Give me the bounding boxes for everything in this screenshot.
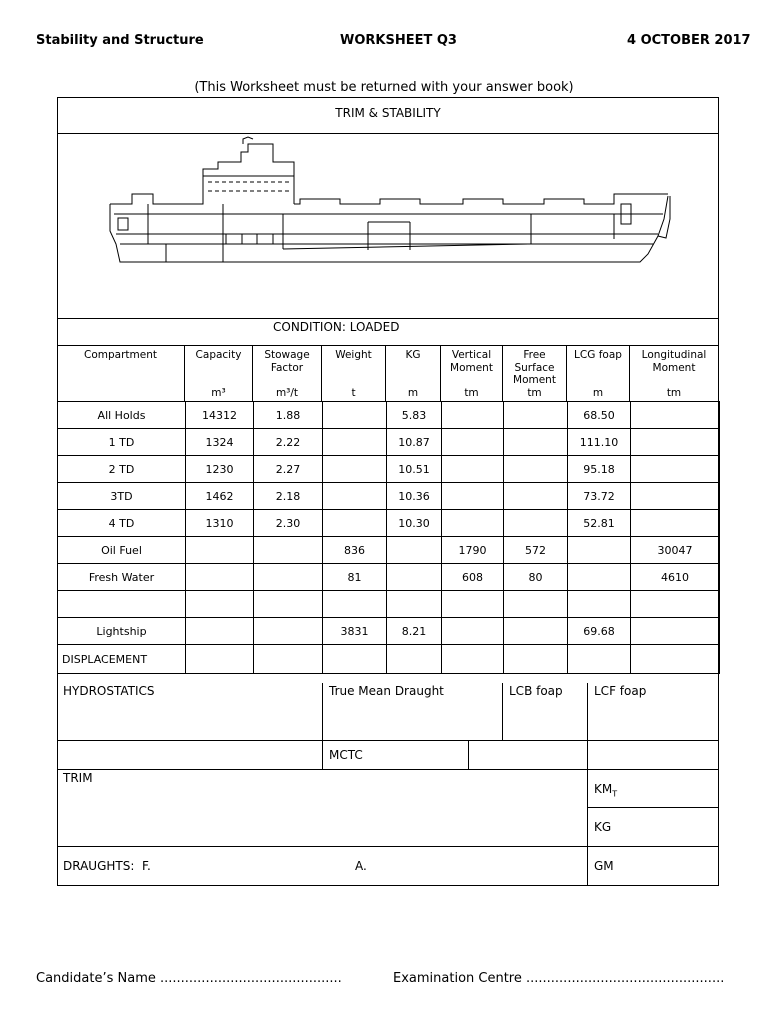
trim-label: TRIM bbox=[63, 771, 93, 785]
table-cell bbox=[504, 456, 568, 483]
table-cell: 572 bbox=[504, 537, 568, 564]
col-header-vertical-moment: Vertical Moment bbox=[450, 349, 493, 374]
table-cell bbox=[568, 564, 631, 591]
table-cell bbox=[186, 591, 254, 618]
draught-aft-label: A. bbox=[355, 859, 367, 873]
table-cell: 10.87 bbox=[387, 429, 442, 456]
table-cell bbox=[387, 564, 442, 591]
hydrostatics-section bbox=[57, 683, 719, 886]
table-cell bbox=[504, 510, 568, 537]
table-cell bbox=[631, 483, 720, 510]
table-cell: 2.18 bbox=[254, 483, 323, 510]
table-row bbox=[58, 618, 720, 645]
condition-label: CONDITION: LOADED bbox=[273, 320, 400, 334]
table-cell bbox=[323, 510, 387, 537]
unit-vertical-moment: tm bbox=[464, 387, 479, 399]
table-cell bbox=[323, 402, 387, 429]
col-header-longitudinal-moment: Longitudinal Moment bbox=[641, 349, 707, 374]
table-cell: 10.51 bbox=[387, 456, 442, 483]
table-cell: 2.27 bbox=[254, 456, 323, 483]
table-cell bbox=[504, 645, 568, 674]
table-cell bbox=[186, 645, 254, 674]
compartment-name-cell: All Holds bbox=[58, 402, 186, 429]
table-cell: 1230 bbox=[186, 456, 254, 483]
unit-longitudinal-moment: tm bbox=[666, 387, 682, 399]
true-mean-draught-label: True Mean Draught bbox=[329, 684, 444, 698]
candidate-name-field: Candidate’s Name ............................................ bbox=[36, 971, 342, 986]
table-cell bbox=[504, 429, 568, 456]
table-cell bbox=[631, 402, 720, 429]
return-note: (This Worksheet must be returned with your answer book) bbox=[194, 80, 574, 95]
col-header-kg: KG bbox=[405, 349, 421, 361]
table-cell bbox=[254, 591, 323, 618]
unit-stowage-factor: m³/t bbox=[275, 387, 299, 399]
table-row bbox=[58, 429, 720, 456]
table-cell bbox=[504, 483, 568, 510]
draughts-label: DRAUGHTS: bbox=[63, 859, 135, 873]
table-cell: 10.36 bbox=[387, 483, 442, 510]
stability-table bbox=[57, 401, 720, 674]
unit-free-surface-moment: tm bbox=[527, 387, 542, 399]
table-cell bbox=[442, 618, 504, 645]
table-cell bbox=[442, 456, 504, 483]
divider bbox=[58, 345, 718, 346]
table-cell: 52.81 bbox=[568, 510, 631, 537]
table-cell bbox=[631, 429, 720, 456]
ship-profile-drawing bbox=[58, 134, 718, 318]
table-cell bbox=[442, 483, 504, 510]
examination-centre-field: Examination Centre ................................................ bbox=[393, 971, 725, 986]
table-row bbox=[58, 402, 720, 429]
compartment-name-cell: Lightship bbox=[58, 618, 186, 645]
table-cell bbox=[504, 591, 568, 618]
table-row bbox=[58, 564, 720, 591]
compartment-name-cell: Fresh Water bbox=[58, 564, 186, 591]
table-cell bbox=[442, 645, 504, 674]
col-header-lcg: LCG foap bbox=[574, 349, 622, 361]
table-cell: 69.68 bbox=[568, 618, 631, 645]
header-subject: Stability and Structure bbox=[36, 33, 204, 48]
compartment-name-cell: 1 TD bbox=[58, 429, 186, 456]
section-title: TRIM & STABILITY bbox=[335, 106, 441, 120]
table-cell: 68.50 bbox=[568, 402, 631, 429]
table-cell: 111.10 bbox=[568, 429, 631, 456]
table-cell: 3831 bbox=[323, 618, 387, 645]
table-cell bbox=[323, 429, 387, 456]
table-cell: 14312 bbox=[186, 402, 254, 429]
table-cell bbox=[442, 591, 504, 618]
table-cell: 2.22 bbox=[254, 429, 323, 456]
table-cell bbox=[323, 456, 387, 483]
compartment-name-cell: 2 TD bbox=[58, 456, 186, 483]
table-cell bbox=[568, 537, 631, 564]
table-row bbox=[58, 645, 720, 674]
table-cell bbox=[186, 618, 254, 645]
table-cell bbox=[254, 537, 323, 564]
table-cell: 30047 bbox=[631, 537, 720, 564]
table-cell bbox=[323, 645, 387, 674]
table-cell: 1462 bbox=[186, 483, 254, 510]
col-header-free-surface-moment: Free Surface Moment bbox=[513, 349, 556, 386]
table-cell: 608 bbox=[442, 564, 504, 591]
lcf-label: LCF foap bbox=[594, 684, 647, 698]
table-cell bbox=[442, 402, 504, 429]
table-cell: 10.30 bbox=[387, 510, 442, 537]
table-cell bbox=[442, 510, 504, 537]
draught-forward-label: F. bbox=[142, 859, 151, 873]
header-date: 4 OCTOBER 2017 bbox=[627, 33, 751, 48]
gm-label: GM bbox=[594, 859, 614, 873]
table-cell: 4610 bbox=[631, 564, 720, 591]
divider bbox=[58, 318, 718, 319]
kg-label: KG bbox=[594, 820, 612, 834]
table-cell: 2.30 bbox=[254, 510, 323, 537]
table-cell bbox=[323, 483, 387, 510]
table-cell bbox=[186, 537, 254, 564]
compartment-name-cell bbox=[58, 591, 186, 618]
table-cell: 1310 bbox=[186, 510, 254, 537]
table-cell bbox=[186, 564, 254, 591]
table-cell: 836 bbox=[323, 537, 387, 564]
table-cell bbox=[254, 618, 323, 645]
table-row bbox=[58, 456, 720, 483]
table-cell bbox=[631, 618, 720, 645]
table-cell bbox=[568, 645, 631, 674]
mctc-label: MCTC bbox=[329, 748, 363, 762]
table-cell bbox=[631, 510, 720, 537]
kmt-label: $KM_T$ bbox=[594, 782, 618, 799]
unit-lcg: m bbox=[592, 387, 604, 399]
table-cell bbox=[442, 429, 504, 456]
compartment-name-cell: 4 TD bbox=[58, 510, 186, 537]
table-cell: 1.88 bbox=[254, 402, 323, 429]
table-cell: 81 bbox=[323, 564, 387, 591]
table-cell bbox=[254, 645, 323, 674]
table-cell: 95.18 bbox=[568, 456, 631, 483]
table-cell bbox=[387, 645, 442, 674]
hydrostatics-label: HYDROSTATICS bbox=[63, 684, 155, 698]
unit-kg: m bbox=[407, 387, 419, 399]
table-cell: 1324 bbox=[186, 429, 254, 456]
table-cell bbox=[387, 591, 442, 618]
col-header-capacity: Capacity bbox=[195, 349, 242, 361]
table-cell bbox=[631, 591, 720, 618]
table-cell: 1790 bbox=[442, 537, 504, 564]
col-header-weight: Weight bbox=[335, 349, 372, 361]
header-worksheet: WORKSHEET Q3 bbox=[340, 33, 457, 48]
table-row bbox=[58, 510, 720, 537]
compartment-name-cell: Oil Fuel bbox=[58, 537, 186, 564]
lcb-label: LCB foap bbox=[509, 684, 563, 698]
table-cell bbox=[323, 591, 387, 618]
table-cell: 73.72 bbox=[568, 483, 631, 510]
table-row bbox=[58, 483, 720, 510]
table-cell: 8.21 bbox=[387, 618, 442, 645]
table-cell bbox=[504, 618, 568, 645]
table-cell bbox=[631, 456, 720, 483]
table-cell bbox=[254, 564, 323, 591]
unit-weight: t bbox=[351, 387, 356, 399]
table-cell: 5.83 bbox=[387, 402, 442, 429]
compartment-name-cell: 3TD bbox=[58, 483, 186, 510]
col-header-compartment: Compartment bbox=[84, 349, 157, 361]
table-row bbox=[58, 537, 720, 564]
table-cell bbox=[387, 537, 442, 564]
unit-capacity: m³ bbox=[211, 387, 226, 399]
table-row bbox=[58, 591, 720, 618]
compartment-name-cell: DISPLACEMENT bbox=[58, 645, 186, 674]
table-cell bbox=[504, 402, 568, 429]
col-header-stowage-factor: Stowage Factor bbox=[264, 349, 310, 374]
table-cell: 80 bbox=[504, 564, 568, 591]
table-cell bbox=[568, 591, 631, 618]
table-cell bbox=[631, 645, 720, 674]
